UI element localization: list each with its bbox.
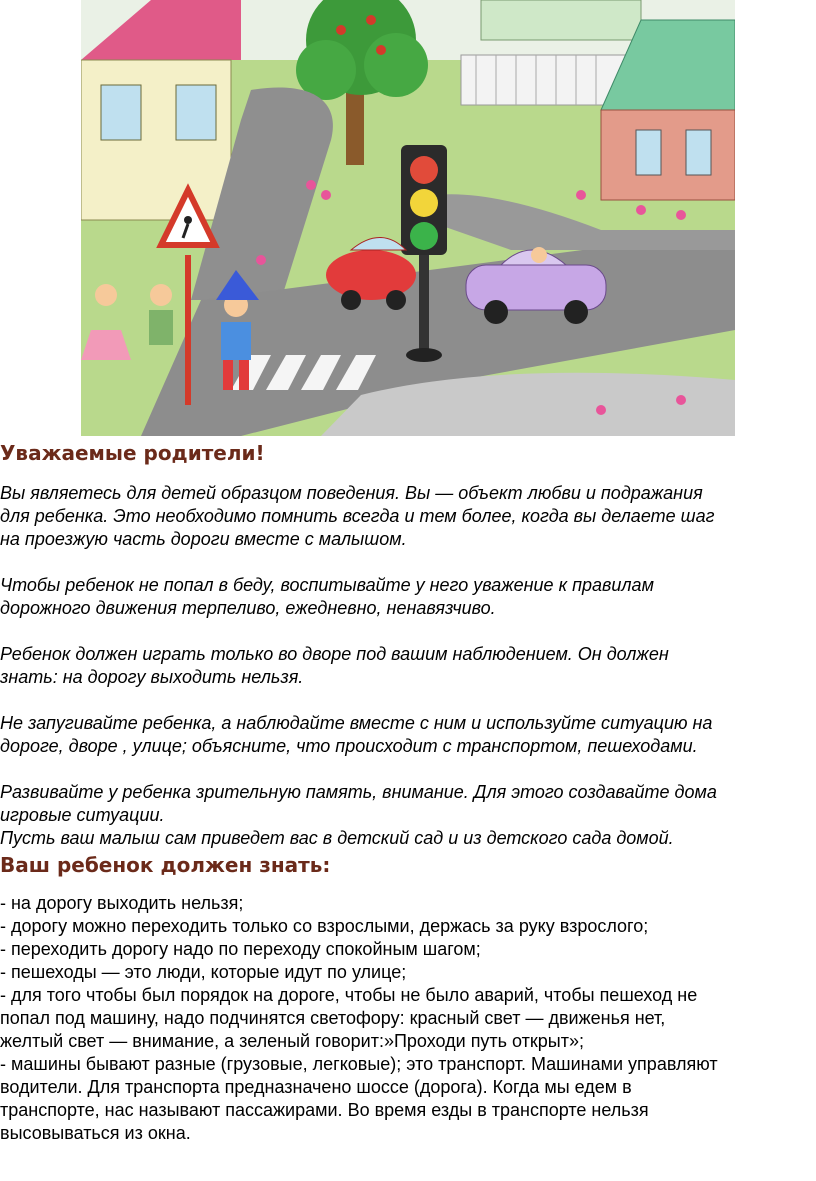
child-heading: Ваш ребенок должен знать: [0,853,331,877]
road-safety-illustration [81,0,735,436]
advice-line: игровые ситуации. [0,805,165,825]
advice-line: знать: на дорогу выходить нельзя. [0,667,304,687]
rule-line: - для того чтобы был порядок на дороге, чтобы не было аварий, чтобы пешеход не [0,985,698,1005]
rule-line: - переходить дорогу надо по переходу спокойным шагом; [0,939,481,959]
advice-line: Чтобы ребенок не попал в беду, воспитывайте у него уважение к правилам [0,575,654,595]
advice-line: для ребенка. Это необходимо помнить всегда и тем более, когда вы делаете шаг [0,506,715,526]
advice-line: Пусть ваш малыш сам приведет вас в детский сад и из детского сада домой. [0,828,674,848]
parents-advice [0,482,812,850]
rule-line: - пешеходы — это люди, которые идут по улице; [0,962,407,982]
parents-heading: Уважаемые родители! [0,441,265,465]
advice-line: дороге, дворе , улице; объясните, что происходит с транспортом, пешеходами. [0,736,698,756]
advice-line: дорожного движения терпеливо, ежедневно, ненавязчиво. [0,598,496,618]
child-rules-list [0,892,812,1145]
rule-line: высовываться из окна. [0,1123,191,1143]
rule-line: - машины бывают разные (грузовые, легковые); это транспорт. Машинами управляют [0,1054,718,1074]
advice-line: Вы являетесь для детей образцом поведения. Вы — объект любви и подражания [0,483,703,503]
rule-line: транспорте, нас называют пассажирами. Во время езды в транспорте нельзя [0,1100,649,1120]
advice-line: на проезжую часть дороги вместе с малышом. [0,529,407,549]
rule-line: попал под машину, надо подчинятся светофору: красный свет — движенья нет, [0,1008,666,1028]
advice-line: Не запугивайте ребенка, а наблюдайте вместе с ним и используйте ситуацию на [0,713,713,733]
advice-line: Развивайте у ребенка зрительную память, внимание. Для этого создавайте дома [0,782,717,802]
drawing-icon [81,0,735,436]
advice-line: Ребенок должен играть только во дворе под вашим наблюдением. Он должен [0,644,669,664]
rule-line: - на дорогу выходить нельзя; [0,893,244,913]
rule-line: водители. Для транспорта предназначено шоссе (дорога). Когда мы едем в [0,1077,632,1097]
rule-line: желтый свет — внимание, а зеленый говорит:»Проходи путь открыт»; [0,1031,584,1051]
rule-line: - дорогу можно переходить только со взрослыми, держась за руку взрослого; [0,916,649,936]
